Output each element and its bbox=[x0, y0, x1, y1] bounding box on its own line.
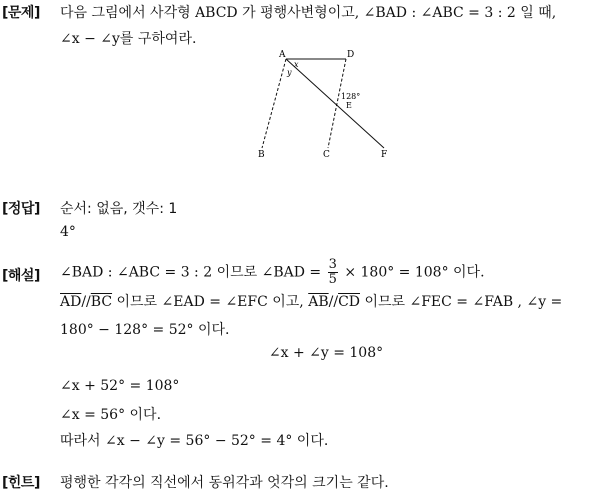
segment-AB-overline: $\overline{AB}$ bbox=[308, 294, 329, 310]
answer-order-count: 순서: 없음, 갯수: 1 bbox=[60, 201, 178, 217]
segment-CD-overline: $\overline{CD}$ bbox=[338, 294, 360, 310]
solution-line2-end: 이므로 ∠FEC = ∠FAB , ∠y = bbox=[364, 294, 563, 310]
segment-DC bbox=[328, 59, 346, 148]
solution-tag: [해설] bbox=[2, 268, 40, 284]
solution-line2-mid: 이므로 ∠EAD = ∠EFC 이고, bbox=[116, 294, 304, 310]
parallelogram-figure bbox=[0, 0, 592, 170]
problem-text-line1: 다음 그림에서 사각형 ABCD 가 평행사변형이고, ∠BAD : ∠ABC = 3 : 2 일 때, bbox=[60, 5, 557, 21]
segment-BC-overline: $\overline{BC}$ bbox=[90, 294, 113, 310]
label-angle-128: 128° bbox=[341, 92, 361, 101]
solution-line7: 따라서 ∠x − ∠y = 56° − 52° = 4° 이다. bbox=[60, 433, 329, 449]
solution-line3: 180° − 128° = 52° 이다. bbox=[60, 322, 230, 338]
fraction-3-5 bbox=[328, 258, 338, 287]
solution-line5: ∠x + 52° = 108° bbox=[60, 378, 180, 394]
fraction-numerator: 3 bbox=[328, 257, 337, 272]
segment-AF bbox=[286, 59, 384, 148]
label-C: C bbox=[323, 150, 330, 160]
label-A: A bbox=[279, 50, 286, 60]
answer-tag: [정답] bbox=[2, 201, 40, 217]
parallel-sign: // bbox=[328, 294, 339, 310]
label-E: E bbox=[346, 101, 352, 110]
problem-text-line2: ∠x − ∠y를 구하여라. bbox=[60, 31, 197, 47]
solution-line1-end: × 180° = 108° 이다. bbox=[344, 264, 485, 281]
solution-line2 bbox=[60, 291, 562, 311]
solution-line1 bbox=[60, 258, 485, 287]
solution-line6: ∠x = 56° 이다. bbox=[60, 407, 162, 423]
solution-centered-equation: ∠x + ∠y = 108° bbox=[268, 345, 384, 361]
answer-value: 4° bbox=[60, 224, 76, 240]
segment-AD-overline: $\overline{AD}$ bbox=[60, 294, 82, 310]
segment-AB bbox=[262, 59, 286, 148]
label-y: y bbox=[287, 68, 292, 77]
parallel-sign: // bbox=[81, 294, 91, 310]
label-F: F bbox=[381, 150, 388, 160]
problem-tag: [문제] bbox=[2, 5, 40, 21]
solution-line1-start: ∠BAD : ∠ABC = 3 : 2 이므로 ∠BAD = bbox=[60, 264, 322, 281]
label-B: B bbox=[258, 150, 265, 160]
hint-text: 평행한 각각의 직선에서 동위각과 엇각의 크기는 같다. bbox=[60, 475, 389, 491]
hint-tag: [힌트] bbox=[2, 475, 40, 491]
label-D: D bbox=[347, 50, 355, 60]
fraction-denominator: 5 bbox=[328, 272, 337, 287]
label-x: x bbox=[294, 60, 299, 69]
